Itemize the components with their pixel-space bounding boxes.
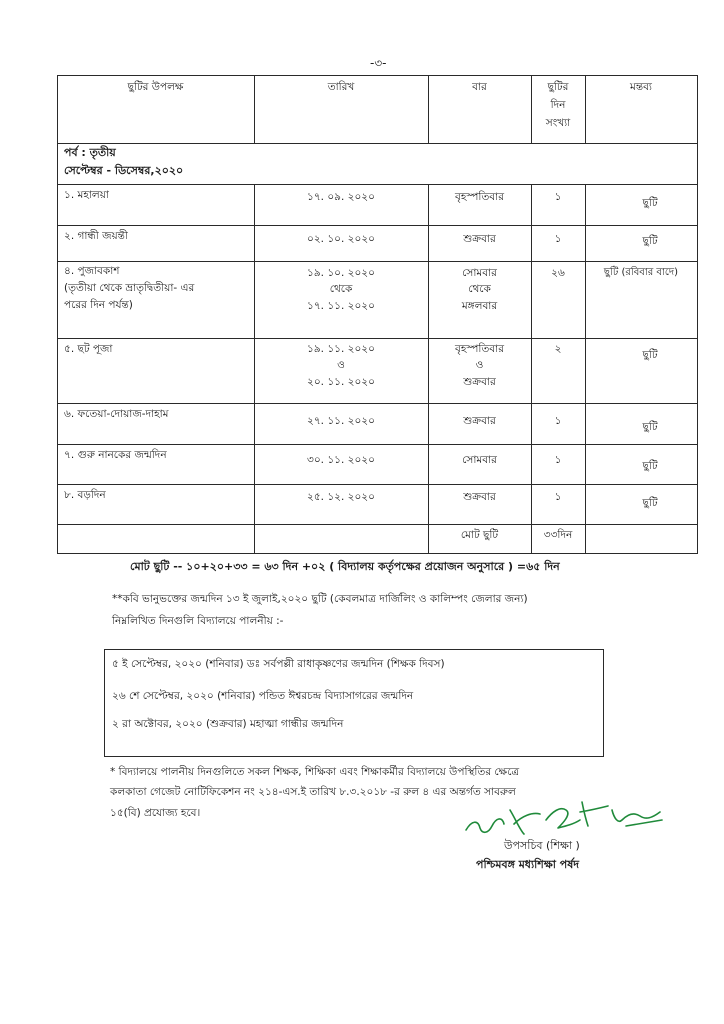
header-day: বার: [472, 81, 487, 93]
row-day: শুক্রবার: [463, 491, 496, 503]
row-count: ১: [554, 415, 562, 427]
row-remark: ছুটি: [642, 235, 658, 247]
row-remark: ছুটি: [642, 349, 658, 361]
observed-day-item: ২ রা অক্টোবর, ২০২০ (শুক্রবার) মহাত্মা গান্ধীর জন্মদিন: [112, 718, 344, 730]
row-date: ও: [337, 359, 345, 371]
row-count: ২৬: [551, 267, 565, 279]
header-days-count-3: সংখ্যা: [545, 117, 571, 129]
row-date: ২৫. ১২. ২০২০: [307, 491, 375, 503]
footnote-line: * বিদ্যালয়ে পালনীয় দিনগুলিতে সকল শিক্ষক, শিক্ষিকা এবং শিক্ষাকর্মীর বিদ্যালয়ে উপস্থিতির ক্ষেত্রে: [110, 766, 520, 778]
row-day: সোমবার: [462, 267, 497, 279]
row-date: ১৭. ১১. ২০২০: [307, 300, 375, 312]
row-day: শুক্রবার: [463, 233, 496, 245]
row-date: ৩০. ১১. ২০২০: [307, 454, 375, 466]
row-count: ১: [554, 191, 562, 203]
row-count: ২: [554, 343, 562, 355]
row-day: শুক্রবার: [463, 415, 496, 427]
row-date: থেকে: [329, 283, 353, 295]
signatory-designation: উপসচিব (শিক্ষা ): [504, 839, 580, 852]
header-remarks: মন্তব্য: [630, 81, 652, 93]
row-occasion: ৮. বড়দিন: [64, 489, 106, 501]
row-occasion: ৫. ছট পূজা: [64, 343, 113, 355]
observed-day-item: ২৬ শে সেপ্টেম্বর, ২০২০ (শনিবার) পন্ডিত ঈশ্বরচন্দ্র বিদ্যাসাগরের জন্মদিন: [112, 690, 414, 702]
row-count: ১: [554, 454, 562, 466]
row-day: ও: [475, 359, 484, 371]
page-number: -৩-: [370, 56, 387, 70]
header-occasion: ছুটির উপলক্ষ: [127, 81, 184, 93]
row-occasion: ৭. গুরু নানকের জন্মদিন: [64, 449, 167, 461]
observed-day-item: ৫ ই সেপ্টেম্বর, ২০২০ (শনিবার) ডঃ সর্বপল্লী রাধাকৃষ্ণণের জন্মদিন (শিক্ষক দিবস): [112, 658, 445, 670]
row-date: ০২. ১০. ২০২০: [307, 233, 375, 245]
row-remark: ছুটি: [642, 497, 658, 509]
total-label: মোট ছুটি: [460, 529, 499, 541]
row-date: ১৯. ১০. ২০২০: [307, 267, 375, 279]
header-days-count-2: দিন: [550, 99, 566, 111]
row-day: মঙ্গলবার: [461, 300, 498, 312]
row-occasion-detail: পরের দিন পর্যন্ত): [64, 299, 133, 311]
row-count: ১: [554, 491, 562, 503]
row-occasion: ৪. পুজাবকাশ: [64, 265, 120, 277]
row-occasion: ২. গান্ধী জয়ন্তী: [64, 230, 128, 242]
row-remark: ছুটি: [642, 421, 658, 433]
footnote-line: ১৫(বি) প্রযোজ্য হবে।: [110, 807, 201, 819]
row-remark: ছুটি: [642, 460, 658, 472]
total-value: ৩৩দিন: [543, 529, 573, 541]
row-day: বৃহস্পতিবার: [455, 343, 504, 355]
row-count: ১: [554, 233, 562, 245]
kalimpong-note: **কবি ভানুভক্তের জন্মদিন ১৩ ই জুলাই,২০২০ ছুটি (কেবলমাত্র দার্জিলিং ও কালিম্পং জেলার জন্য): [112, 593, 528, 605]
row-date: ১৭. ০৯. ২০২০: [307, 191, 375, 203]
row-occasion: ৬. ফতেয়া-দোয়াজ-দাহাম: [64, 408, 169, 420]
row-day: সোমবার: [462, 454, 497, 466]
footnote-line: কলকাতা গেজেট নোটিফিকেশন নং ২১৪-এস.ই তারিখ ৮.৩.২০১৮ -র রুল ৪ এর অন্তর্গত সাবরুল: [110, 786, 516, 798]
row-remark: ছুটি: [642, 197, 658, 209]
header-days-count-1: ছুটির: [547, 81, 569, 93]
row-remark: ছুটি (রবিবার বাদে): [603, 267, 679, 278]
observed-heading: নিম্নলিখিত দিনগুলি বিদ্যালয়ে পালনীয় :-: [112, 615, 284, 627]
row-date: ১৯. ১১. ২০২০: [307, 343, 375, 355]
row-day: বৃহস্পতিবার: [455, 191, 504, 203]
total-summary: মোট ছুটি -- ১০+২০+৩৩ = ৬৩ দিন +০২ ( বিদ্যালয় কর্তৃপক্ষের প্রয়োজন অনুসারে ) =৬৫ দিন: [130, 560, 560, 573]
row-date: ২০. ১১. ২০২০: [307, 376, 375, 388]
row-day: শুক্রবার: [463, 376, 496, 388]
row-date: ২৭. ১১. ২০২০: [307, 415, 375, 427]
signatory-organization: পশ্চিমবঙ্গ মধ্যশিক্ষা পর্ষদ: [476, 858, 580, 871]
section-range: সেপ্টেম্বর - ডিসেম্বর,২০২০: [64, 164, 184, 177]
section-title: পর্ব : তৃতীয়: [64, 146, 116, 159]
row-day: থেকে: [468, 283, 491, 295]
row-occasion-detail: (তৃতীয়া থেকে ভ্রাতৃদ্বিতীয়া- এর: [64, 282, 195, 294]
signature: [462, 790, 672, 846]
header-date: তারিখ: [327, 81, 355, 93]
row-occasion: ১. মহালয়া: [64, 189, 109, 201]
